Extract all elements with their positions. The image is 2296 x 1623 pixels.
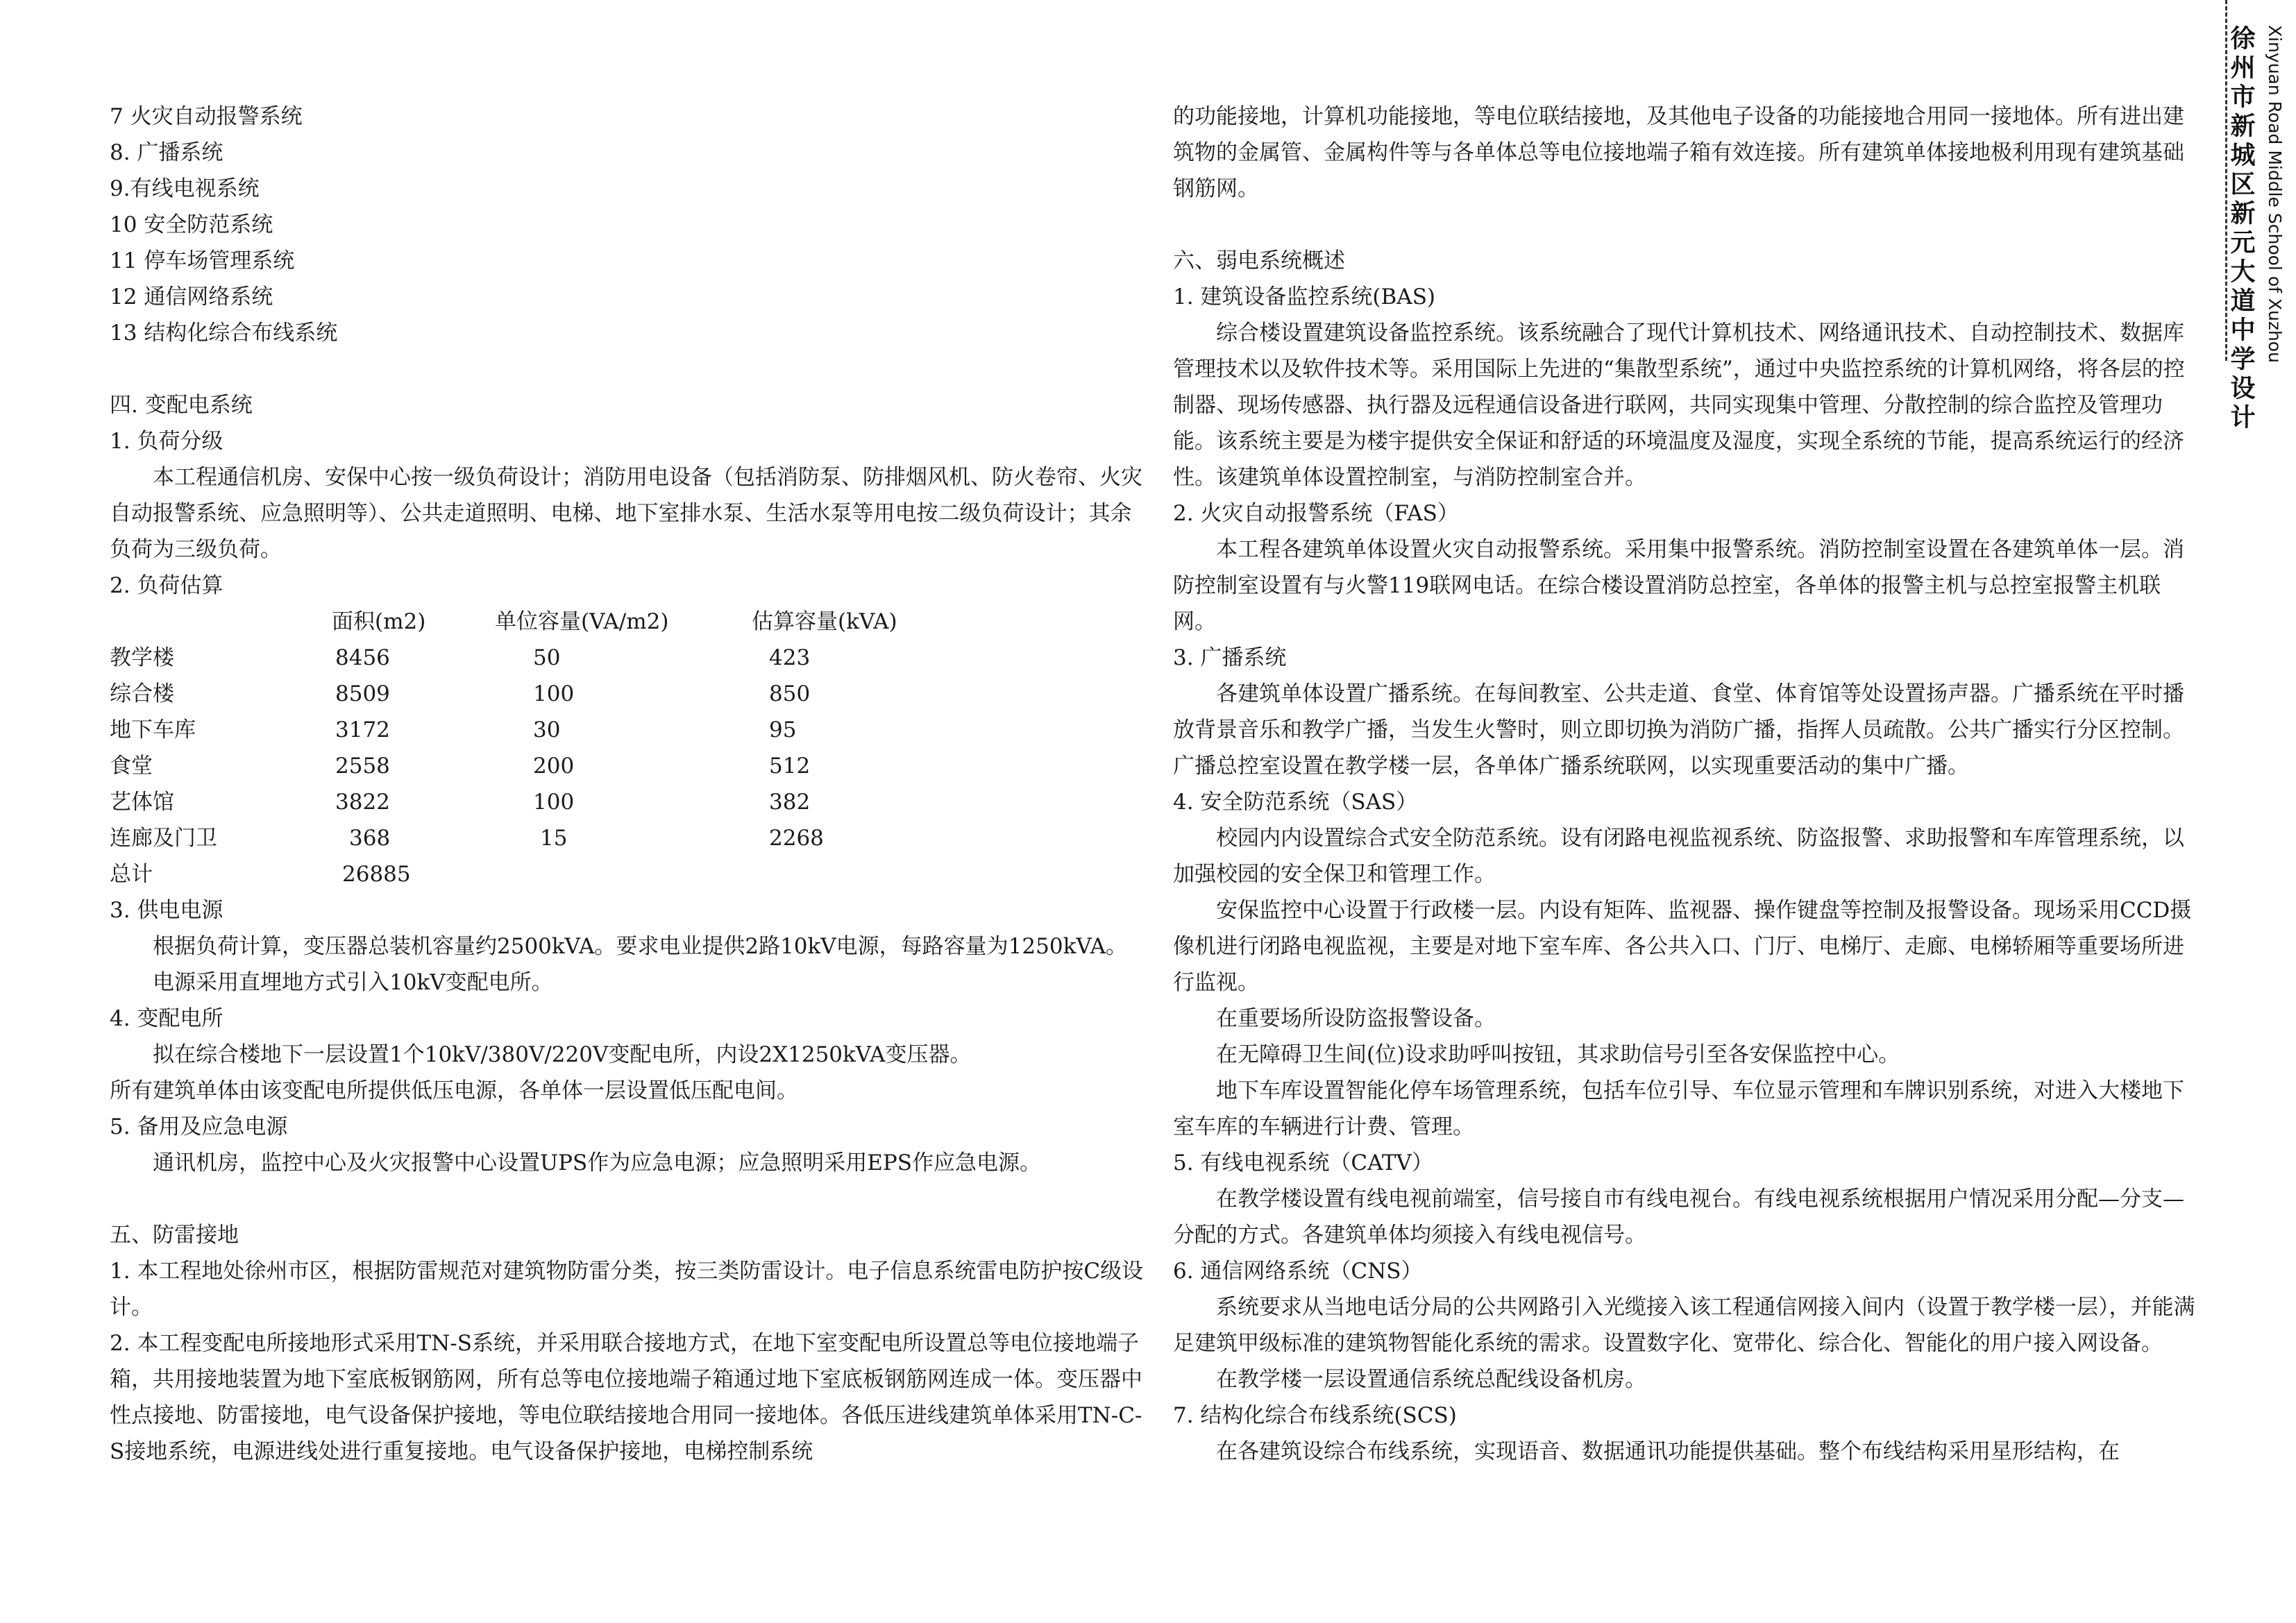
cell-unit: 100 — [533, 790, 575, 815]
cell-area: 368 — [349, 826, 391, 851]
subsection-heading: 6. 通信网络系统（CNS） — [1173, 1259, 1423, 1284]
subsection-heading: 3. 广播系统 — [1173, 645, 1287, 670]
paragraph: 通讯机房，监控中心及火灾报警中心设置UPS作为应急电源；应急照明采用EPS作应急电源。 — [153, 1150, 1041, 1175]
paragraph: 在无障碍卫生间(位)设求助呼叫按钮，其求助信号引至各安保监控中心。 — [1216, 1042, 1900, 1067]
subsection-heading: 2. 负荷估算 — [110, 573, 223, 598]
cell-cap: 2268 — [769, 826, 824, 851]
table-total-row — [110, 856, 1144, 892]
subsection-heading: 4. 变配电所 — [110, 1006, 223, 1031]
subsection-heading: 5. 有线电视系统（CATV） — [1173, 1150, 1433, 1175]
column-header: 面积(m2) — [332, 609, 426, 634]
paragraph: 电源采用直埋地方式引入10kV变配电所。 — [153, 970, 553, 995]
cell-name: 地下车库 — [110, 717, 196, 742]
cell-unit: 30 — [533, 717, 561, 742]
table-row — [110, 748, 1144, 784]
paragraph: 拟在综合楼地下一层设置1个10kV/380V/220V变配电所，内设2X1250kVA变压器。 — [153, 1042, 972, 1067]
table-row — [110, 640, 1144, 676]
system-list-item: 8. 广播系统 — [110, 140, 223, 165]
cell-name: 连廊及门卫 — [110, 826, 217, 851]
paragraph: 安保监控中心设置于行政楼一层。内设有矩阵、监视器、操作键盘等控制及报警设备。现场采用CCD摄像机进行闭路电视监视，主要是对地下室车库、各公共入口、门厅、电梯厅、走廊、电梯轿厢等重要场所进行监视。 — [1173, 898, 2192, 995]
section-heading: 五、防雷接地 — [110, 1223, 239, 1248]
project-title: 徐州市新城区新元大道中学设计 — [2227, 25, 2255, 433]
system-list-item: 7 火灾自动报警系统 — [110, 104, 303, 129]
subsection-heading: 1. 建筑设备监控系统(BAS) — [1173, 284, 1436, 309]
cell-total-label: 总计 — [110, 862, 153, 887]
cell-name: 艺体馆 — [110, 790, 174, 815]
subsection-heading: 2. 火灾自动报警系统（FAS） — [1173, 501, 1459, 526]
subsection-heading: 4. 安全防范系统（SAS） — [1173, 790, 1418, 815]
paragraph: 在教学楼一层设置通信系统总配线设备机房。 — [1216, 1367, 1646, 1392]
system-list-item: 9.有线电视系统 — [110, 176, 260, 201]
system-list-item: 12 通信网络系统 — [110, 284, 273, 309]
section-heading: 六、弱电系统概述 — [1173, 248, 1345, 273]
paragraph: 校园内内设置综合式安全防范系统。设有闭路电视监视系统、防盗报警、求助报警和车库管理系统，以加强校园的安全保卫和管理工作。 — [1173, 826, 2184, 887]
table-row — [110, 784, 1144, 820]
cell-cap: 512 — [769, 754, 811, 779]
section-heading: 四. 变配电系统 — [110, 393, 253, 418]
system-list-item: 10 安全防范系统 — [110, 212, 273, 237]
cell-name: 食堂 — [110, 754, 153, 779]
cell-area: 8509 — [335, 681, 390, 706]
paragraph: 所有建筑单体由该变配电所提供低压电源，各单体一层设置低压配电间。 — [110, 1078, 798, 1103]
table-row — [110, 820, 1144, 856]
subsection-heading: 7. 结构化综合布线系统(SCS) — [1173, 1403, 1457, 1428]
cell-unit: 15 — [540, 826, 568, 851]
subsection-heading: 1. 负荷分级 — [110, 429, 223, 454]
cell-name: 教学楼 — [110, 645, 174, 670]
project-subtitle: Xinyuan Road Middle School of Xuzhou — [2265, 25, 2285, 363]
table-row — [110, 676, 1144, 712]
paragraph: 系统要求从当地电话分局的公共网路引入光缆接入该工程通信网接入间内（设置于教学楼一层），并能满足建筑甲级标准的建筑物智能化系统的需求。设置数字化、宽带化、综合化、智能化的用户接入网设备。 — [1173, 1295, 2195, 1356]
paragraph: 各建筑单体设置广播系统。在每间教室、公共走道、食堂、体育馆等处设置扬声器。广播系统在平时播放背景音乐和教学广播，当发生火警时，则立即切换为消防广播，指挥人员疏散。公共广播实行分区控制。 广播总控室设置在教学楼一层，各单体广播系统联网，以实现重要活动的集中广播。 — [1173, 681, 2184, 779]
cell-cap: 95 — [769, 717, 797, 742]
cell-area: 2558 — [335, 754, 390, 779]
system-list-item: 13 结构化综合布线系统 — [110, 321, 338, 346]
cell-total-area: 26885 — [342, 862, 411, 887]
paragraph: 本工程各建筑单体设置火灾自动报警系统。采用集中报警系统。消防控制室设置在各建筑单体一层。消防控制室设置有与火警119联网电话。在综合楼设置消防总控室，各单体的报警主机与总控室报警主机联网。 — [1173, 537, 2184, 634]
cell-cap: 850 — [769, 681, 811, 706]
right-column — [1173, 99, 2200, 1470]
cell-area: 3822 — [335, 790, 390, 815]
cell-unit: 200 — [533, 754, 575, 779]
paragraph: 在各建筑设综合布线系统，实现语音、数据通讯功能提供基础。整个布线结构采用星形结构，在 — [1216, 1439, 2120, 1464]
load-table — [110, 604, 1144, 892]
paragraph: 在教学楼设置有线电视前端室，信号接自市有线电视台。有线电视系统根据用户情况采用分配—分支—分配的方式。各建筑单体均须接入有线电视信号。 — [1173, 1187, 2184, 1248]
paragraph: 在重要场所设防盗报警设备。 — [1216, 1006, 1496, 1031]
cell-unit: 100 — [533, 681, 575, 706]
table-row — [110, 712, 1144, 748]
cell-cap: 382 — [769, 790, 811, 815]
paragraph: 的功能接地，计算机功能接地，等电位联结接地，及其他电子设备的功能接地合用同一接地体。所有进出建筑物的金属管、金属构件等与各单体总等电位接地端子箱有效连接。所有建筑单体接地极利用现有建筑基础钢筋网。 — [1173, 104, 2184, 201]
paragraph: 1. 本工程地处徐州市区，根据防雷规范对建筑物防雷分类，按三类防雷设计。电子信息系统雷电防护按C级设计。 — [110, 1259, 1144, 1320]
subsection-heading: 3. 供电电源 — [110, 898, 223, 923]
paragraph: 本工程通信机房、安保中心按一级负荷设计；消防用电设备（包括消防泵、防排烟风机、防火卷帘、火灾自动报警系统、应急照明等）、公共走道照明、电梯、地下室排水泵、生活水泵等用电按二级负荷设计；其余负荷为三级负荷。 — [110, 465, 1142, 562]
system-list-item: 11 停车场管理系统 — [110, 248, 295, 273]
cell-area: 3172 — [335, 717, 390, 742]
column-header: 估算容量(kVA) — [752, 609, 897, 634]
left-column — [110, 99, 1144, 1470]
cell-unit: 50 — [533, 645, 561, 670]
cell-name: 综合楼 — [110, 681, 174, 706]
paragraph: 地下车库设置智能化停车场管理系统，包括车位引导、车位显示管理和车牌识别系统，对进入大楼地下室车库的车辆进行计费、管理。 — [1173, 1078, 2184, 1139]
paragraph: 综合楼设置建筑设备监控系统。该系统融合了现代计算机技术、网络通讯技术、自动控制技术、数据库管理技术以及软件技术等。采用国际上先进的“集散型系统”，通过中央监控系统的计算机网络，将各层的控制器、现场传感器、执行器及远程通信设备进行联网，共同实现集中管理、分散控制的综合监控及管理功能。该系统主要是为楼宇提供安全保证和舒适的环境温度及湿度，实现全系统的节能，提高系统运行的经济性。该建筑单体设置控制室，与消防控制室合并。 — [1173, 321, 2185, 490]
table-header-row — [110, 604, 1144, 640]
paragraph: 根据负荷计算，变压器总装机容量约2500kVA。要求电业提供2路10kV电源，每路容量为1250kVA。 — [153, 934, 1128, 959]
paragraph: 2. 本工程变配电所接地形式采用TN-S系统，并采用联合接地方式，在地下室变配电所设置总等电位接地端子箱，共用接地装置为地下室底板钢筋网，所有总等电位接地端子箱通过地下室底板钢筋网连成一体。变压器中性点接地、防雷接地，电气设备保护接地，等电位联结接地合用同一接地体。各低压进线建筑单体采用TN-C-S接地系统，电源进线处进行重复接地。电气设备保护接地，电梯控制系统 — [110, 1331, 1142, 1464]
cell-cap: 423 — [769, 645, 811, 670]
cell-area: 8456 — [335, 645, 390, 670]
column-header: 单位容量(VA/m2) — [495, 609, 669, 634]
subsection-heading: 5. 备用及应急电源 — [110, 1114, 288, 1139]
